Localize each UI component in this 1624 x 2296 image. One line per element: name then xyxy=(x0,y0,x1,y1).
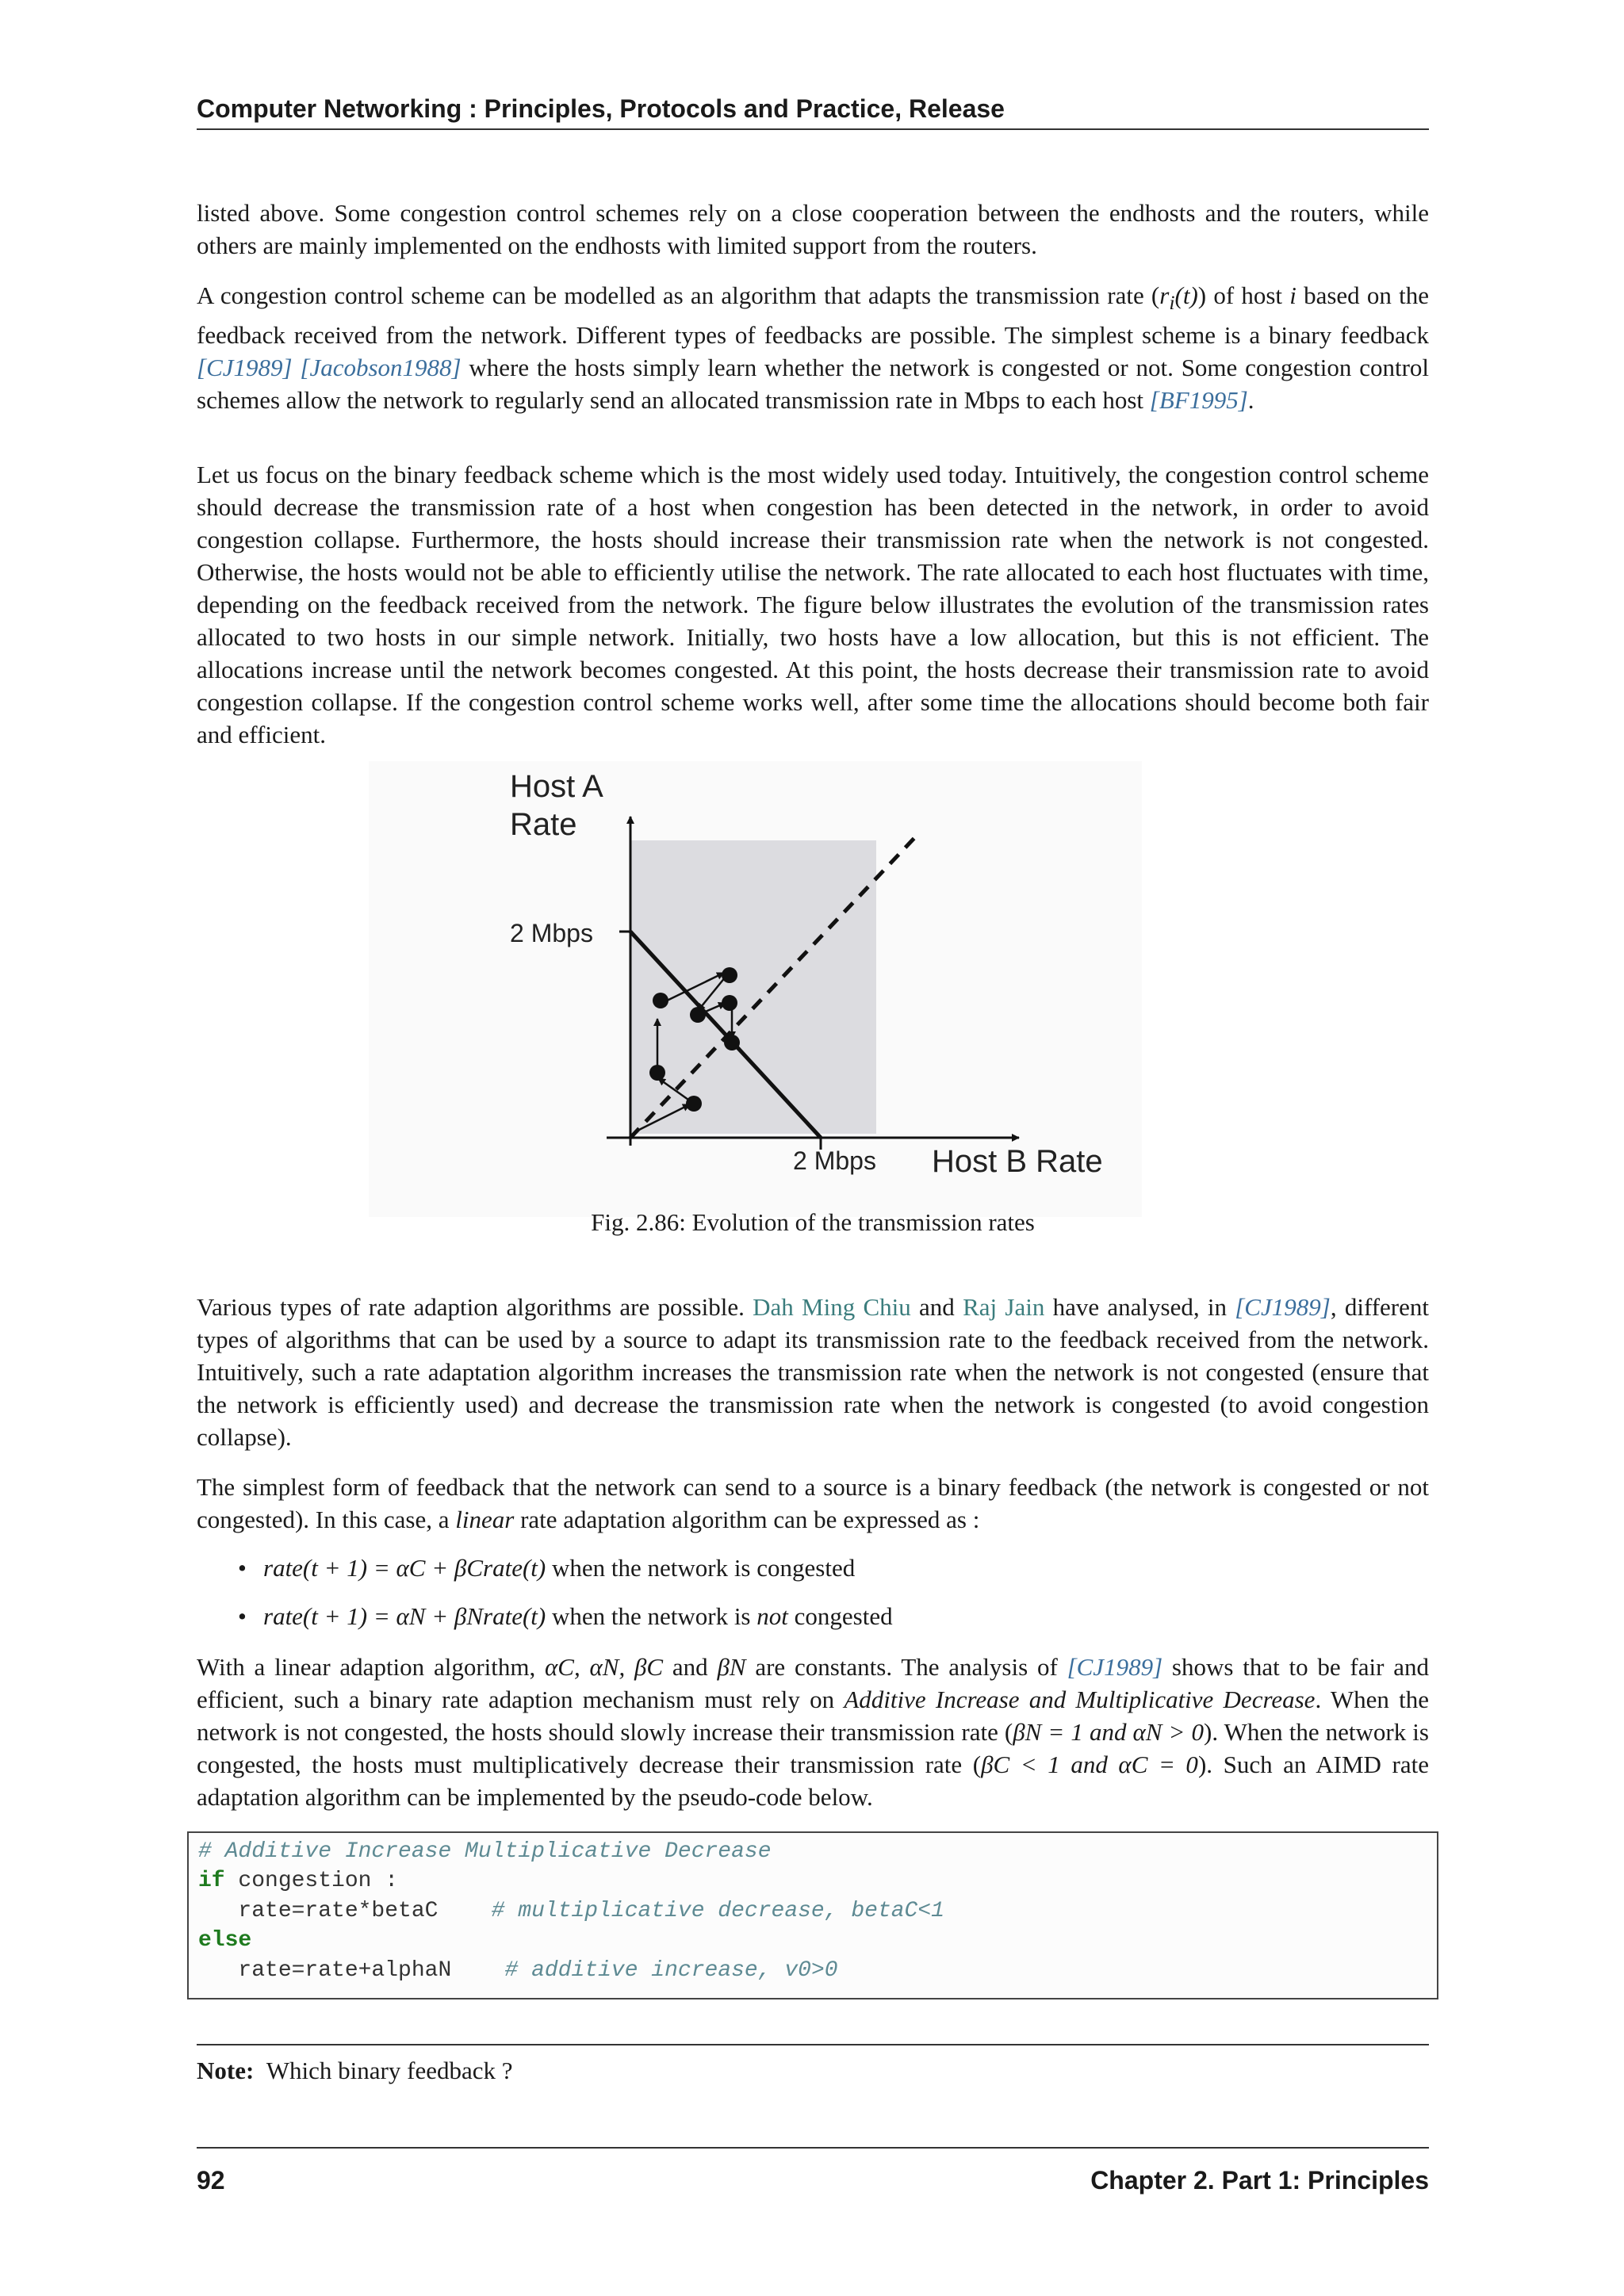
list-item: • rate(t + 1) = αC + βCrate(t) when the network is congested xyxy=(238,1554,856,1582)
y-tick-label: 2 Mbps xyxy=(510,919,593,947)
x-tick-label: 2 Mbps xyxy=(793,1146,876,1175)
code-comment-line: # Additive Increase Multiplicative Decrease xyxy=(198,1839,772,1864)
paragraph-6: With a linear adaption algorithm, αC, αN, βC and βN are constants. The analysis of [CJ1989] shows that to be fair and efficient, such a binary rate adaption mechanism must rely on Additive Increase and Multiplicative Decrease. When the network is not congested, the hosts should slowly increase their transmission rate (βN = 1 and αN > 0). When the network is congested, the hosts must multiplicatively decrease their transmission rate (βC < 1 and αC = 0). Such an AIMD rate adaptation algorithm can be implemented by the pseudo-code below. xyxy=(197,1653,1429,1811)
figure-plot xyxy=(369,761,1142,1217)
y-axis-label-line2: Rate xyxy=(510,807,577,842)
citation-link[interactable]: [CJ1989] xyxy=(197,354,293,382)
paragraph-4: Various types of rate adaption algorithms are possible. Dah Ming Chiu and Raj Jain have analysed, in [CJ1989], different types of algorithms that can be used by a source to adapt its transmission rate to the feedback received from the network. Intuitively, such a rate adaptation algorithm increases the transmission rate when the network is not congested (ensure that the network is efficiently used) and decrease the transmission rate when the network is congested (to avoid congestion collapse). xyxy=(197,1293,1429,1451)
paragraph-1: listed above. Some congestion control schemes rely on a close cooperation between the endhosts and the routers, while others are mainly implemented on the endhosts with limited support from the routers. xyxy=(197,199,1429,259)
code-line-increase: rate=rate+alphaN # additive increase, v0>0 xyxy=(198,1958,838,1983)
data-point xyxy=(686,1096,702,1112)
author-link-chiu[interactable]: Dah Ming Chiu xyxy=(753,1293,911,1321)
x-axis-label: Host B Rate xyxy=(932,1144,1103,1179)
chapter-title: Chapter 2. Part 1: Principles xyxy=(1090,2166,1429,2195)
code-line-else: else xyxy=(198,1928,252,1953)
citation-link[interactable]: [BF1995] xyxy=(1149,386,1248,415)
book-title: Computer Networking : Principles, Protocols and Practice, Release xyxy=(197,94,1005,123)
citation-link[interactable]: [CJ1989] xyxy=(1067,1653,1163,1681)
list-item: • rate(t + 1) = αN + βNrate(t) when the network is not congested xyxy=(238,1602,893,1630)
running-header xyxy=(197,89,1429,130)
data-point xyxy=(722,967,737,983)
paragraph-5: The simplest form of feedback that the network can send to a source is a binary feedback (the network is congested or not congested). In this case, a linear rate adaptation algorithm can be expressed as : xyxy=(197,1473,1429,1533)
pseudo-code-block xyxy=(187,1831,1438,1999)
code-line-decrease: rate=rate*betaC # multiplicative decrease, betaC<1 xyxy=(198,1899,944,1923)
data-point xyxy=(649,1065,665,1081)
paragraph-2: A congestion control scheme can be modelled as an algorithm that adapts the transmission rate $(r_i(t))$ of host i based on the feedback received from the network. Different types of feedbacks are possible. The simplest scheme is a binary feedback [CJ1989] [Jacobson1988] where the hosts simply learn whether the network is congested or not. Some congestion control schemes allow the network to regularly send an allocated transmission rate in Mbps to each host [BF1995]. xyxy=(197,281,1430,415)
data-point xyxy=(722,995,737,1011)
data-point xyxy=(690,1007,706,1023)
paragraph-3: Let us focus on the binary feedback scheme which is the most widely used today. Intuitively, the congestion control scheme should decrease the transmission rate of a host when congestion has been detected in the network, in order to avoid congestion collapse. Furthermore, the hosts should increase their transmission rate when the network is not congested. Otherwise, the hosts would not be able to efficiently utilise the network. The rate allocated to each host fluctuates with time, depending on the feedback received from the network. The figure below illustrates the evolution of the transmission rates allocated to two hosts in our simple network. Initially, two hosts have a low allocation, but this is not efficient. The allocations increase until the network becomes congested. At this point, the hosts decrease their transmission rate to avoid congestion collapse. If the congestion control scheme works well, after some time the allocations should become both fair and efficient. xyxy=(197,461,1429,748)
page-footer xyxy=(197,2147,1429,2196)
rate-evolution-figure xyxy=(369,761,1142,1217)
feasible-region xyxy=(630,840,876,1134)
citation-link[interactable]: [CJ1989] xyxy=(1235,1293,1331,1321)
author-link-jain[interactable]: Raj Jain xyxy=(963,1293,1045,1321)
formula-list xyxy=(238,1544,1427,1640)
note-label: Note: xyxy=(197,2057,255,2084)
figure-caption: Fig. 2.86: Evolution of the transmission rates xyxy=(591,1208,1035,1236)
data-point xyxy=(724,1035,740,1050)
note-text: Which binary feedback ? xyxy=(266,2057,513,2084)
code-line-if: if congestion : xyxy=(198,1869,399,1893)
page-number: 92 xyxy=(197,2166,225,2195)
y-axis-label-line1: Host A xyxy=(510,769,603,804)
data-point xyxy=(653,993,668,1008)
note-box xyxy=(197,2044,1429,2104)
citation-link[interactable]: [Jacobson1988] xyxy=(300,354,462,382)
